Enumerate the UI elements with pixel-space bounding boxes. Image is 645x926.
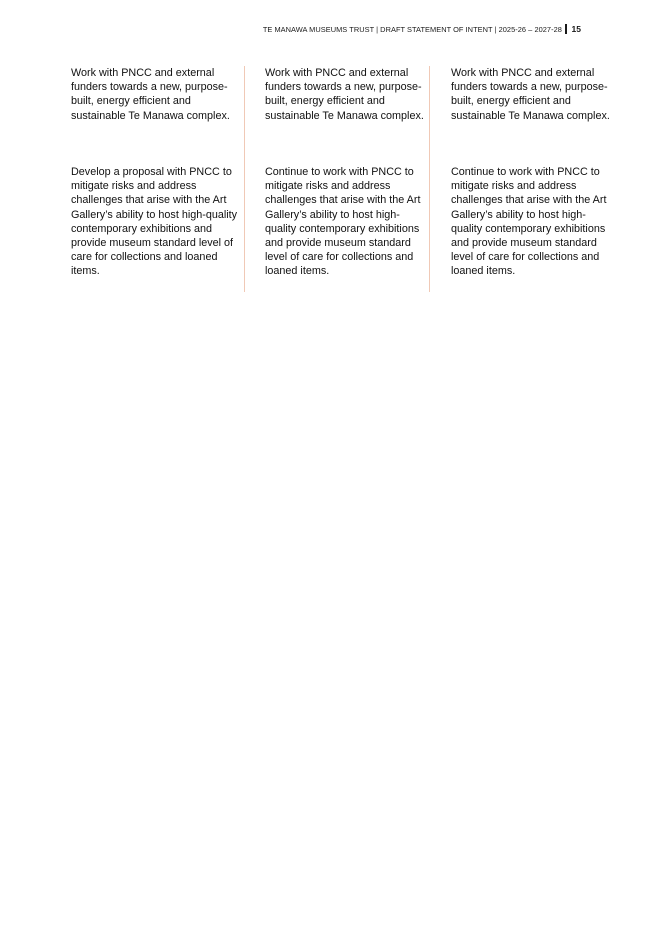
- table-cell: Work with PNCC and external funders towards a new, purpose-built, energy efficient and sustainable Te Manawa complex.: [71, 67, 230, 122]
- table-cell: Work with PNCC and external funders towards a new, purpose-built, energy efficient and sustainable Te Manawa complex.: [265, 67, 424, 122]
- table-column-2: [265, 64, 430, 292]
- table-cell: Continue to work with PNCC to mitigate risks and address challenges that arise with the Art Gallery’s ability to host high-quality contemporary exhibitions and provide museum standard level of care for collections and loaned items.: [451, 166, 607, 278]
- table-cell: Continue to work with PNCC to mitigate risks and address challenges that arise with the Art Gallery’s ability to host high-quality contemporary exhibitions and provide museum standard level of care for collections and loaned items.: [265, 166, 421, 278]
- header-separator-bar: [565, 24, 567, 34]
- column-divider: [244, 66, 245, 292]
- intentions-table: [60, 64, 620, 292]
- column-divider: [429, 66, 430, 292]
- page-header: [263, 24, 581, 34]
- table-cell: Develop a proposal with PNCC to mitigate risks and address challenges that arise with the Art Gallery’s ability to host high-quality contemporary exhibitions and provide museum standard level of care for collections and loaned items.: [71, 166, 238, 278]
- table-column-1: [71, 64, 241, 292]
- running-title: TE MANAWA MUSEUMS TRUST | DRAFT STATEMENT OF INTENT | 2025-26 – 2027-28: [262, 24, 562, 34]
- table-column-3: [451, 64, 616, 292]
- table-cell: Work with PNCC and external funders towards a new, purpose-built, energy efficient and sustainable Te Manawa complex.: [451, 67, 610, 122]
- page-number: 15: [571, 24, 581, 34]
